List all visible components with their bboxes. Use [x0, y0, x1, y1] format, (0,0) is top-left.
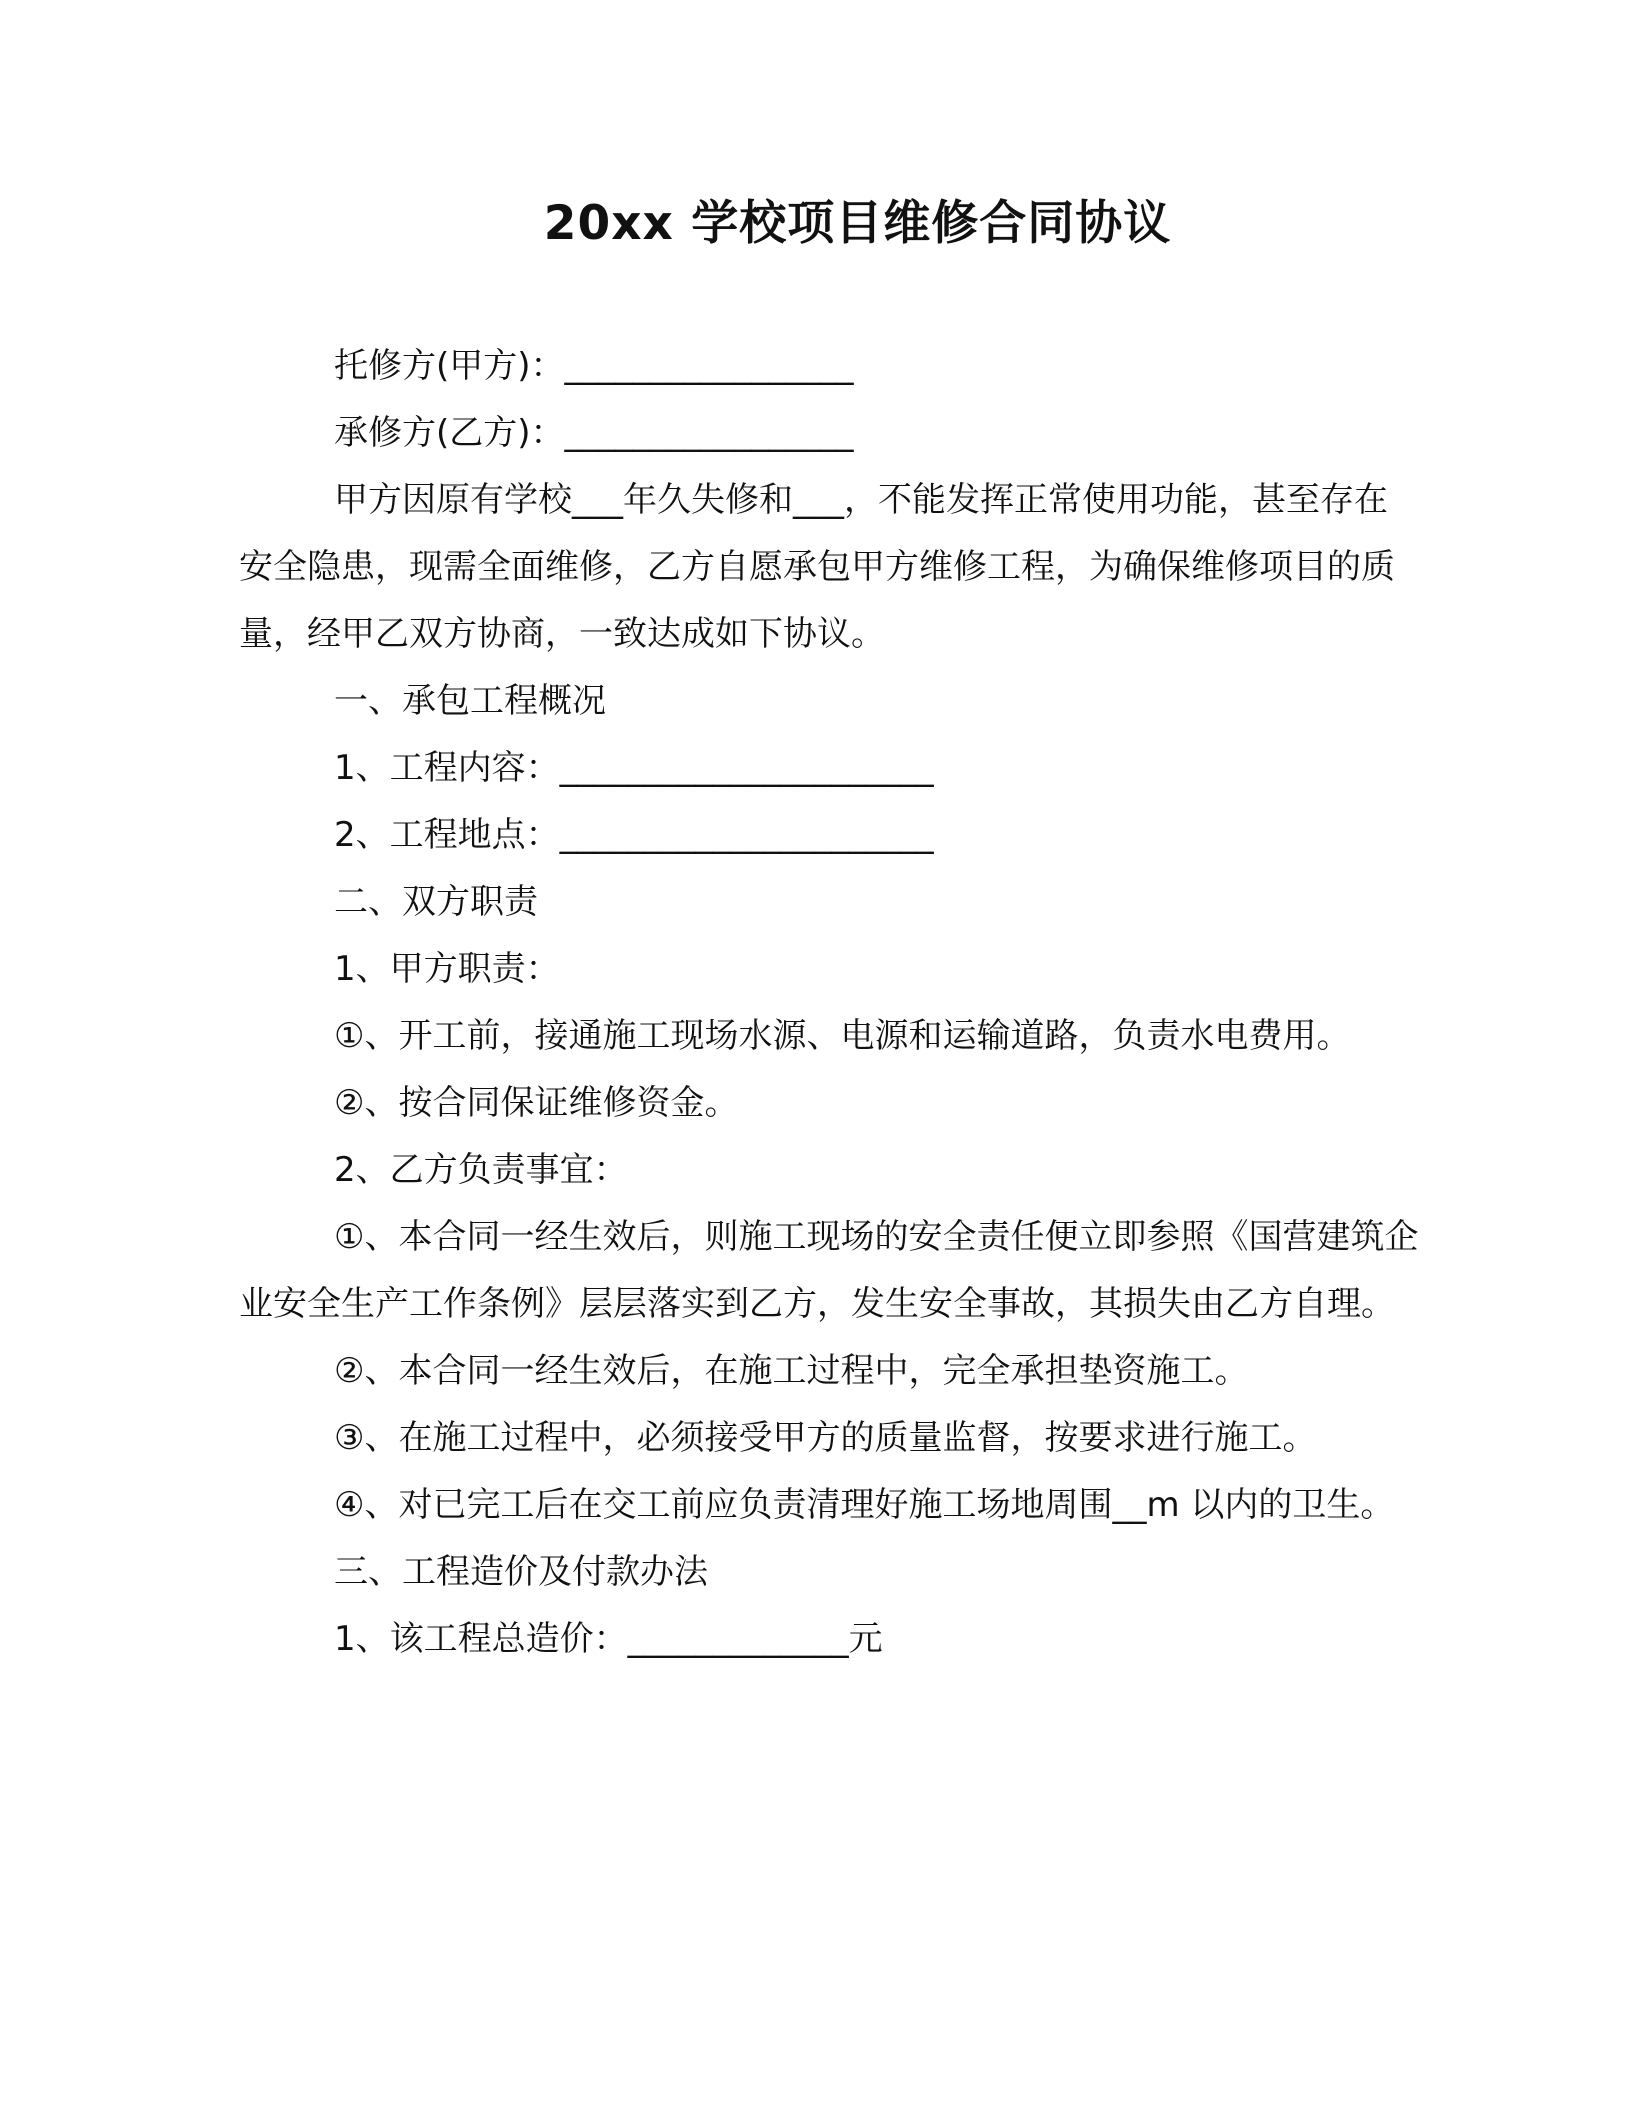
- paragraph-party-a: 托修方(甲方)：_________________: [334, 346, 854, 386]
- list-item: ②、按合同保证维修资金。: [334, 1083, 739, 1123]
- document-body: [239, 333, 1419, 1673]
- subheading-party-a-duties: 1、甲方职责：: [334, 949, 560, 989]
- section-heading-3: 三、工程造价及付款办法: [334, 1552, 708, 1592]
- paragraph-party-b: 承修方(乙方)：_________________: [334, 413, 854, 453]
- section-heading-2: 二、双方职责: [334, 882, 538, 922]
- list-item: ③、在施工过程中，必须接受甲方的质量监督，按要求进行施工。: [334, 1418, 1317, 1458]
- paragraph-project-location: 2、工程地点：______________________: [334, 815, 934, 855]
- section-heading-1: 一、承包工程概况: [334, 681, 606, 721]
- list-item: ①、开工前，接通施工现场水源、电源和运输道路，负责水电费用。: [334, 1016, 1351, 1056]
- paragraph-total-cost: 1、该工程总造价：_____________元: [334, 1619, 883, 1659]
- document-title: 20xx 学校项目维修合同协议: [543, 196, 1172, 251]
- paragraph-project-content: 1、工程内容：______________________: [334, 748, 934, 788]
- list-item: ②、本合同一经生效后，在施工过程中，完全承担垫资施工。: [334, 1351, 1249, 1391]
- list-item: ①、本合同一经生效后，则施工现场的安全责任便立即参照《国营建筑企业安全生产工作条例》层层落实到乙方，发生安全事故，其损失由乙方自理。: [239, 1217, 1419, 1324]
- paragraph-preamble: 甲方因原有学校___年久失修和___，不能发挥正常使用功能，甚至存在安全隐患，现需全面维修，乙方自愿承包甲方维修工程，为确保维修项目的质量，经甲乙双方协商，一致达成如下协议。: [239, 480, 1395, 654]
- subheading-party-b-duties: 2、乙方负责事宜：: [334, 1150, 628, 1190]
- list-item: ④、对已完工后在交工前应负责清理好施工场地周围__m 以内的卫生。: [334, 1485, 1395, 1525]
